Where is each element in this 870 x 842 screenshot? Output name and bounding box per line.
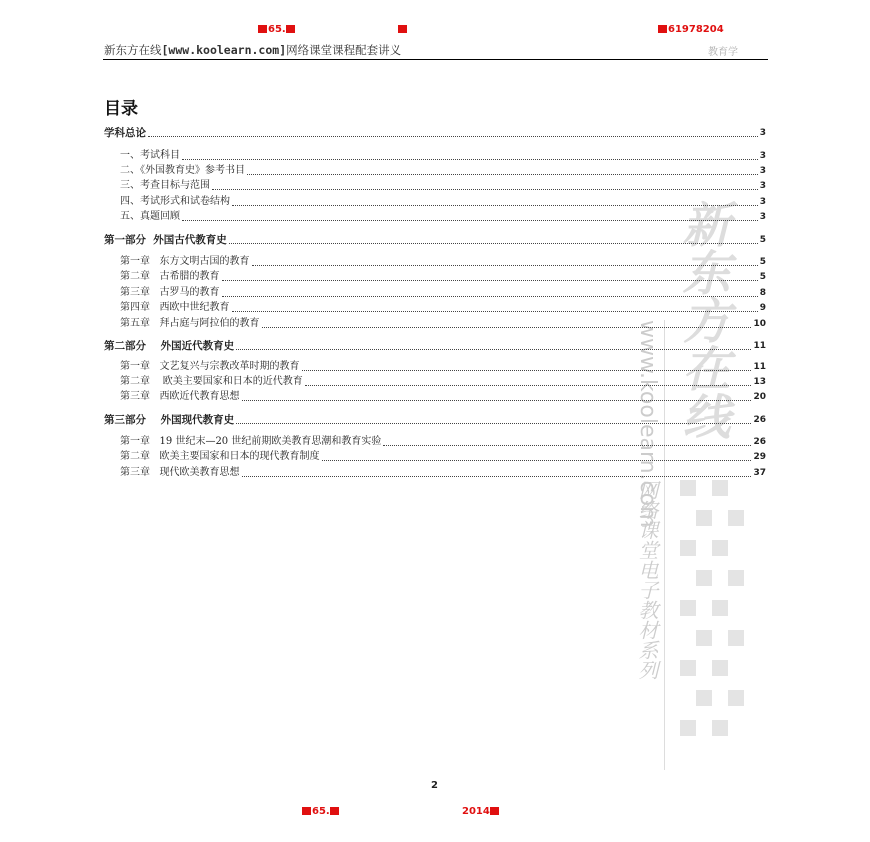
red-mark: 2014	[462, 806, 500, 817]
dot-leader	[148, 136, 758, 137]
header-title: 新东方在线[www.koolearn.com]网络课堂课程配套讲义	[104, 43, 402, 57]
header-subject: 教育学	[708, 47, 738, 58]
toc-entry-label: 第三章 现代欧美教育思想	[120, 467, 240, 478]
red-mark	[398, 24, 408, 35]
toc-entry-page: 29	[753, 452, 766, 462]
toc-entry[interactable]	[104, 234, 766, 246]
toc-entry-page: 26	[753, 415, 766, 425]
toc-entry[interactable]	[120, 467, 766, 479]
toc-entry-page: 11	[753, 341, 766, 351]
toc-entry-label: 五、真题回顾	[120, 211, 180, 222]
toc-entry-page: 11	[753, 362, 766, 372]
toc-entry-label: 二、《外国教育史》参考书目	[120, 165, 245, 176]
dot-leader	[242, 400, 752, 401]
toc-entry-label: 第一章 19 世纪末—20 世纪前期欧美教育思潮和教育实验	[120, 436, 382, 447]
toc-entry[interactable]	[104, 127, 766, 139]
toc-entry-page: 10	[753, 319, 766, 329]
dot-leader	[247, 174, 758, 175]
toc-entry-page: 8	[759, 288, 766, 298]
toc-entry-label: 第三章 古罗马的教育	[120, 287, 220, 298]
toc-entry-page: 5	[759, 257, 766, 267]
toc-entry[interactable]	[120, 451, 766, 463]
toc-entry-label: 第二部分 外国近代教育史	[104, 340, 235, 352]
toc-entry[interactable]	[104, 340, 766, 352]
toc-entry[interactable]	[120, 211, 766, 223]
toc-entry-label: 第三章 西欧近代教育思想	[120, 391, 240, 402]
toc-entry-label: 学科总论	[104, 127, 146, 139]
toc-entry[interactable]	[104, 414, 766, 426]
red-mark: 65.	[302, 806, 340, 817]
toc-entry-page: 3	[759, 181, 766, 191]
toc-entry[interactable]	[120, 361, 766, 373]
dot-leader	[182, 220, 758, 221]
red-mark: 65.	[258, 24, 296, 35]
dot-leader	[322, 460, 752, 461]
dot-leader	[232, 205, 758, 206]
toc-entry-label: 第三部分 外国现代教育史	[104, 414, 235, 426]
toc-entry[interactable]	[120, 271, 766, 283]
toc-entry-page: 13	[753, 377, 766, 387]
toc-entry[interactable]	[120, 436, 766, 448]
toc-entry-page: 5	[759, 272, 766, 282]
dot-leader	[383, 445, 751, 446]
toc-entry-label: 四、考试形式和试卷结构	[120, 196, 230, 207]
dot-leader	[182, 159, 758, 160]
toc-entry[interactable]	[120, 318, 766, 330]
toc-entry-page: 3	[759, 166, 766, 176]
toc-title: 目录	[104, 99, 138, 119]
toc-entry[interactable]	[120, 287, 766, 299]
toc-entry-label: 第四章 西欧中世纪教育	[120, 302, 230, 313]
toc-entry-label: 第五章 拜占庭与阿拉伯的教育	[120, 318, 260, 329]
toc-entry-label: 第二章 欧美主要国家和日本的现代教育制度	[120, 451, 320, 462]
toc-entry-page: 3	[759, 212, 766, 222]
toc-entry-page: 3	[759, 151, 766, 161]
watermark-series: 网络课堂电子教材系列	[635, 480, 659, 680]
header-divider	[103, 59, 768, 60]
dot-leader	[212, 189, 758, 190]
toc-entry-label: 第一章 东方文明古国的教育	[120, 256, 250, 267]
toc-entry[interactable]	[120, 376, 766, 388]
page-number: 2	[431, 780, 438, 791]
dot-leader	[229, 243, 758, 244]
red-mark: 61978204	[658, 24, 724, 35]
toc-entry[interactable]	[120, 196, 766, 208]
toc-entry-page: 37	[753, 468, 766, 478]
dot-leader	[252, 265, 758, 266]
toc-entry-page: 3	[759, 197, 766, 207]
toc-entry-label: 第二章 古希腊的教育	[120, 271, 220, 282]
toc-entry-label: 第二章 欧美主要国家和日本的近代教育	[120, 376, 303, 387]
toc-entry-label: 第一部分 外国古代教育史	[104, 234, 227, 246]
toc-entry[interactable]	[120, 302, 766, 314]
dot-leader	[222, 296, 758, 297]
toc-entry[interactable]	[120, 391, 766, 403]
dot-leader	[305, 385, 752, 386]
toc-entry-label: 一、考试科目	[120, 150, 180, 161]
watermark-url: www.koolearn.com	[635, 320, 660, 528]
toc-entry-label: 三、考查目标与范围	[120, 180, 210, 191]
dot-leader	[262, 327, 752, 328]
toc-entry[interactable]	[120, 165, 766, 177]
toc-entry-page: 9	[759, 303, 766, 313]
toc-entry[interactable]	[120, 180, 766, 192]
toc-entry-label: 第一章 文艺复兴与宗教改革时期的教育	[120, 361, 300, 372]
dot-leader	[236, 349, 751, 350]
toc-entry[interactable]	[120, 256, 766, 268]
toc-entry-page: 20	[753, 392, 766, 402]
watermark-brand: 新东方在线	[674, 200, 730, 440]
dot-leader	[232, 311, 758, 312]
toc-entry-page: 5	[759, 235, 766, 245]
toc-entry[interactable]	[120, 150, 766, 162]
toc-entry-page: 26	[753, 437, 766, 447]
dot-leader	[236, 423, 751, 424]
toc-entry-page: 3	[759, 128, 766, 138]
dot-leader	[302, 370, 752, 371]
dot-leader	[242, 476, 752, 477]
dot-leader	[222, 280, 758, 281]
